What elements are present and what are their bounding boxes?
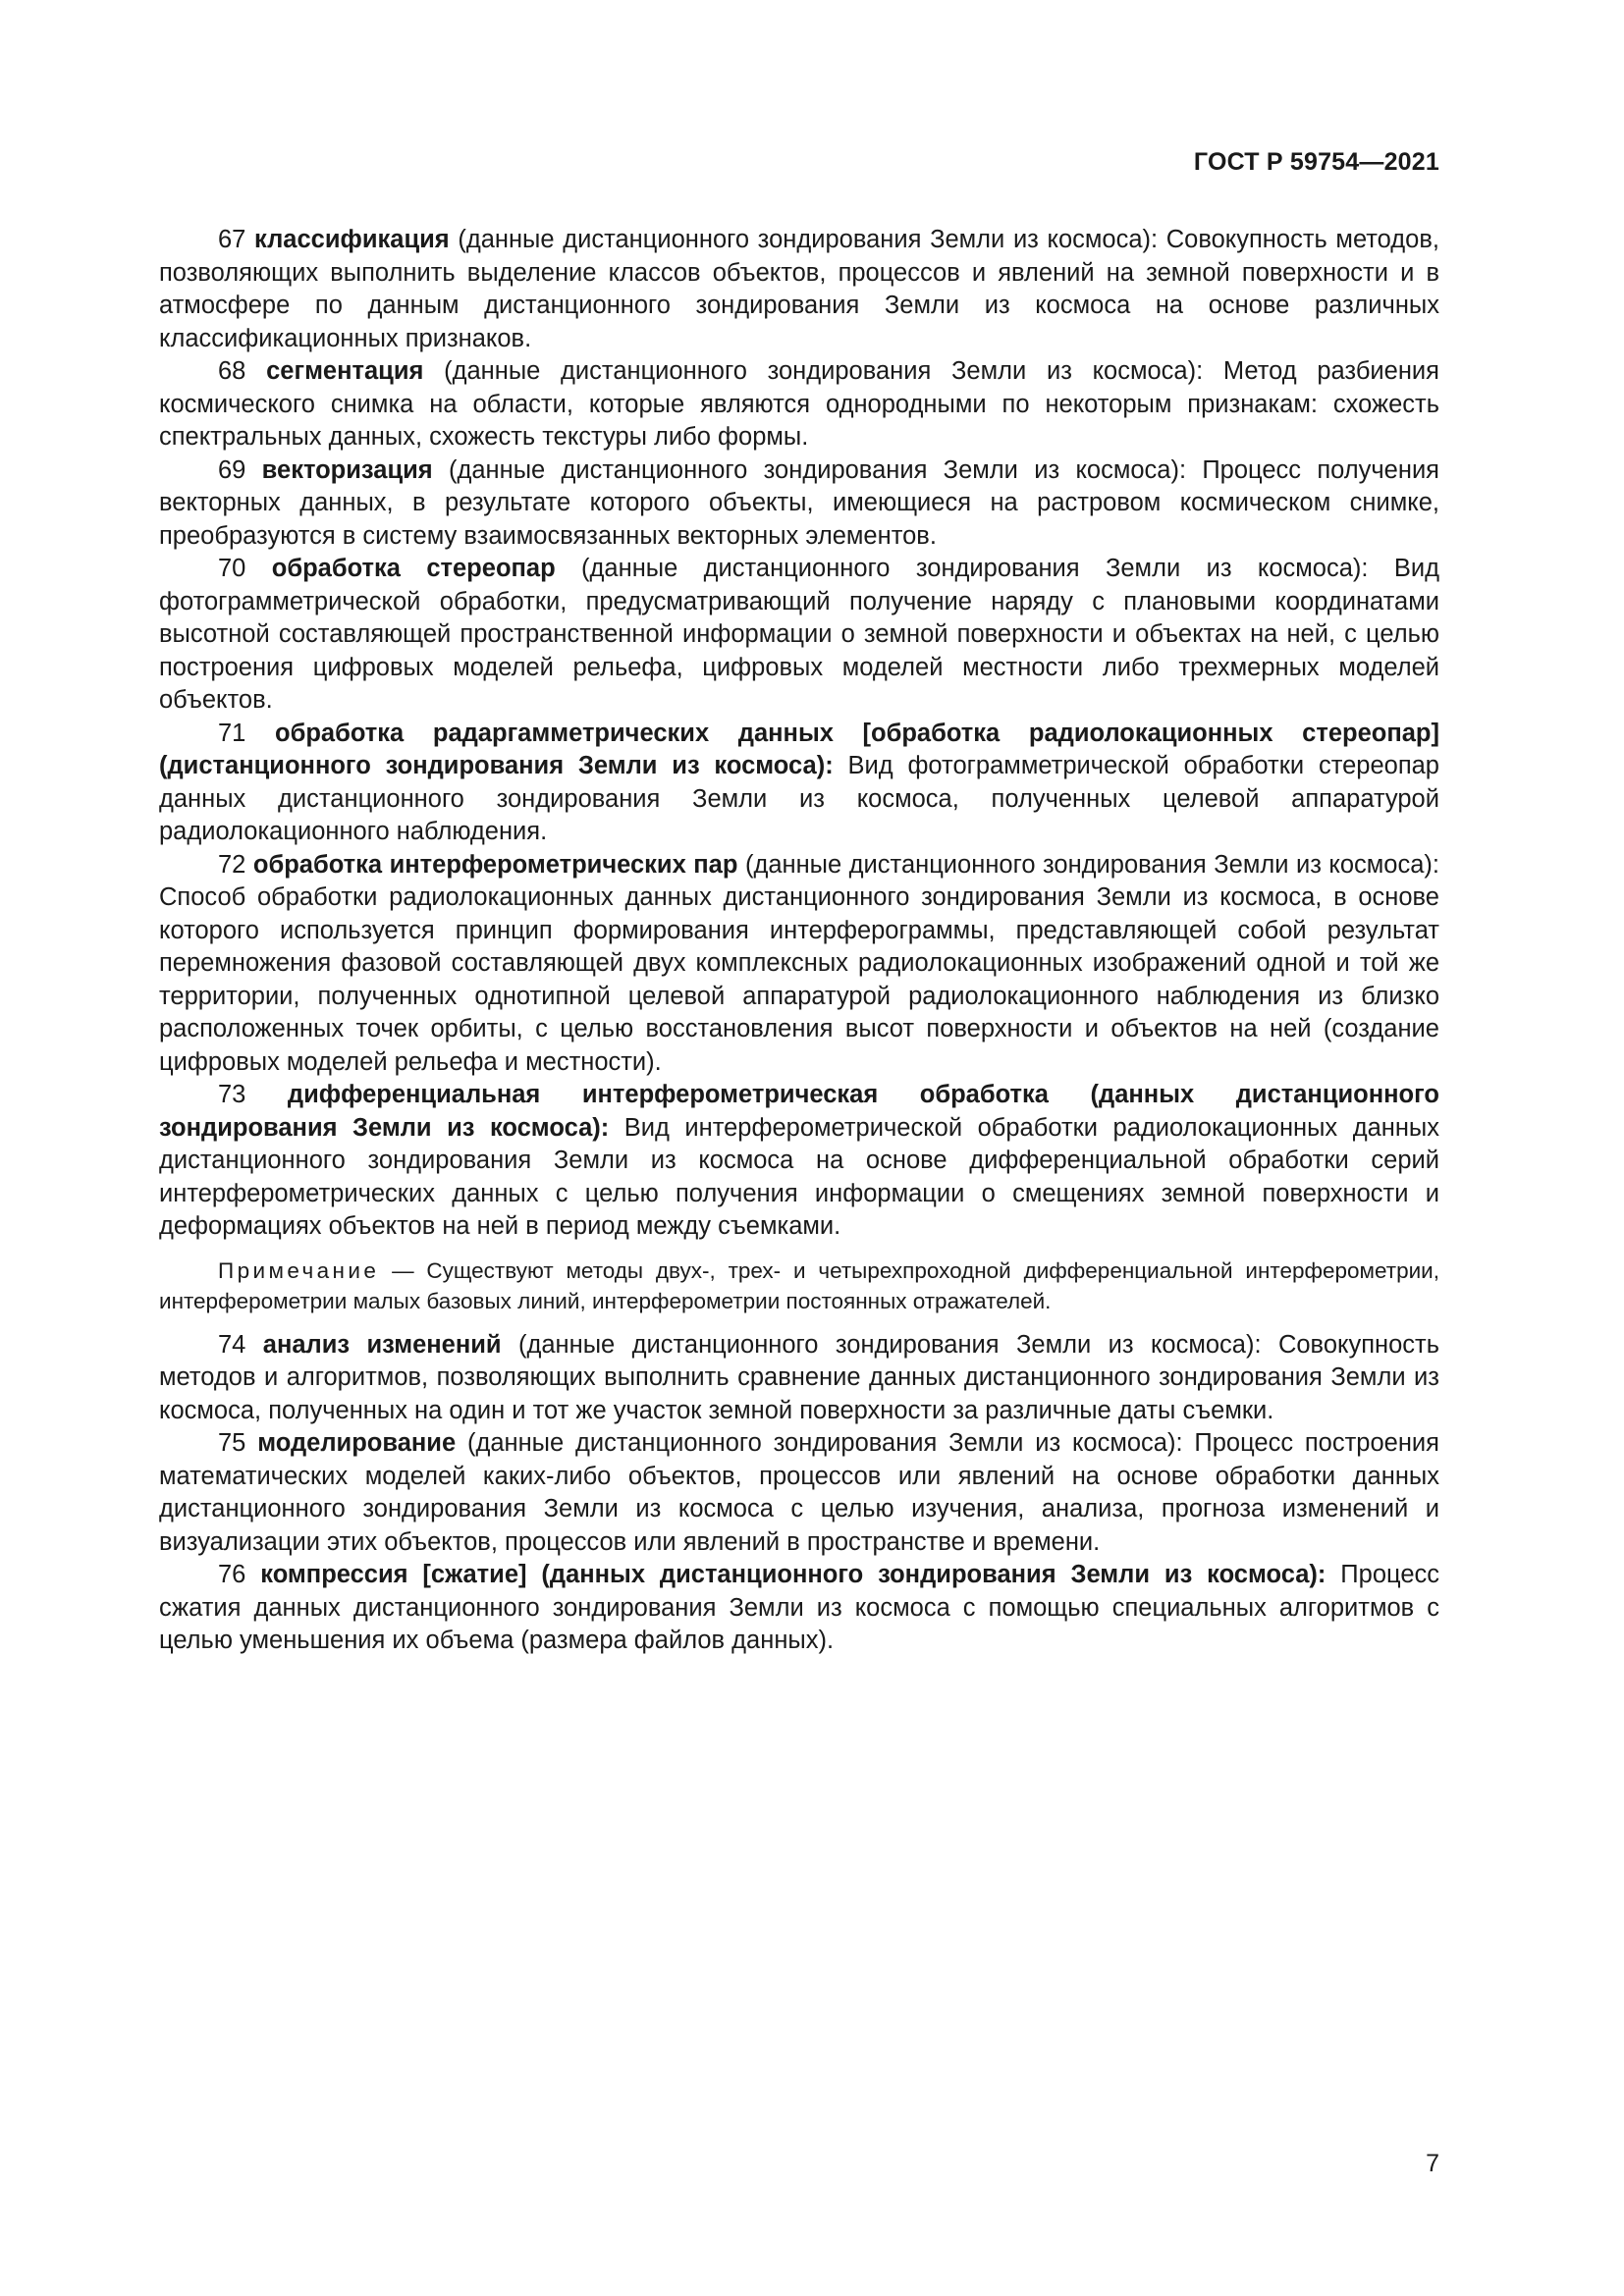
term-title: компрессия [сжатие] (данных дистанционного зондирования Земли из космоса): — [260, 1561, 1326, 1588]
document-code: ГОСТ Р 59754—2021 — [1193, 148, 1439, 176]
term-title: анализ изменений — [262, 1330, 502, 1359]
term-number: 76 — [218, 1561, 246, 1588]
term-title: моделирование — [257, 1429, 457, 1457]
term-title: обработка радаргамметрических данных [обработка радиолокационных стереопар] (дистанционного зондирования Земли из космоса): — [159, 719, 1439, 779]
term-number: 75 — [218, 1429, 246, 1457]
term-number: 73 — [218, 1081, 246, 1108]
term-definition: (данные дистанционного зондирования Земли из космоса): Процесс получения векторных данных, в результате которого объекты, имеющиеся на растровом космическом снимке, преобразуются в систему взаимосвязанных векторных элементов. — [159, 455, 1439, 550]
term-title: сегментация — [266, 357, 424, 385]
term-number: 71 — [218, 719, 246, 747]
term-number: 69 — [218, 455, 246, 484]
term-definition: (данные дистанционного зондирования Земли из космоса): Совокупность методов, позволяющих выполнить выделение классов объектов, процессов и явлений на земной поверхности и в атмосфере по данным дистанционного зондирования Земли из космоса на основе различных классификационных признаков. — [159, 226, 1439, 352]
term-definition: (данные дистанционного зондирования Земли из космоса): Метод разбиения космического снимка на области, которые являются однородными по некоторым признакам: схожесть спектральных данных, схожесть текстуры либо формы. — [159, 357, 1439, 451]
note-text: — Существуют методы двух-, трех- и четырехпроходной дифференциальной интерферометрии, интерферометрии малых базовых линий, интерферометрии постоянных отражателей. — [159, 1257, 1439, 1313]
term-title: обработка стереопар — [271, 555, 556, 582]
term-definition: Вид интерферометрической обработки радиолокационных данных дистанционного зондирования Земли из космоса на основе дифференциальной обработки серий интерферометрических данных с целью получения информации о смещениях земной поверхности и деформациях объектов на ней в период между съемками. — [159, 1113, 1439, 1240]
term-number: 74 — [218, 1330, 246, 1359]
term-title: классификация — [254, 226, 450, 253]
term-number: 67 — [218, 226, 246, 253]
term-entry-75 — [159, 1427, 1439, 1559]
term-definition: Процесс сжатия данных дистанционного зондирования Земли из космоса с помощью специальных алгоритмов с целью уменьшения их объема (размера файлов данных). — [159, 1561, 1439, 1654]
term-entry-73 — [159, 1079, 1439, 1244]
page-number: 7 — [1426, 2150, 1439, 2177]
term-entry-71 — [159, 718, 1439, 849]
term-number: 68 — [218, 357, 246, 385]
term-entry-70 — [159, 553, 1439, 718]
term-number: 72 — [218, 850, 246, 879]
term-definition: Вид фотограмметрической обработки стереопар данных дистанционного зондирования Земли из космоса, полученных целевой аппаратурой радиолокационного наблюдения. — [159, 752, 1439, 845]
term-entry-68 — [159, 355, 1439, 454]
term-entry-72 — [159, 849, 1439, 1080]
term-entry-69 — [159, 454, 1439, 554]
terms-section — [159, 224, 1439, 1658]
term-title: дифференциальная интерферометрическая обработка (данных дистанционного зондирования Земли из космоса): — [159, 1081, 1439, 1142]
term-entry-74 — [159, 1329, 1439, 1428]
note — [159, 1255, 1439, 1316]
term-definition: (данные дистанционного зондирования Земли из космоса): Процесс построения математических моделей каких-либо объектов, процессов или явлений на основе обработки данных дистанционного зондирования Земли из космоса с целью изучения, анализа, прогноза изменений и визуализации этих объектов, процессов или явлений в пространстве и времени. — [159, 1429, 1439, 1556]
term-title: обработка интерферометрических пар — [252, 850, 738, 879]
term-entry-76 — [159, 1559, 1439, 1658]
term-number: 70 — [218, 555, 246, 582]
term-definition: (данные дистанционного зондирования Земли из космоса): Вид фотограмметрической обработки, предусматривающий получение наряду с плановыми координатами высотной составляющей пространственной информации о земной поверхности и объектах на ней, с целью построения цифровых моделей рельефа, цифровых моделей местности либо трехмерных моделей объектов. — [159, 555, 1439, 714]
note-label: Примечание — [218, 1257, 380, 1283]
term-definition: (данные дистанционного зондирования Земли из космоса): Способ обработки радиолокационных данных дистанционного зондирования Земли из космоса, в основе которого используется принцип формирования интерферограммы, представляющей собой результат перемножения фазовой составляющей двух комплексных радиолокационных изображений одной и той же территории, полученных однотипной целевой аппаратурой радиолокационного наблюдения из близко расположенных точек орбиты, с целью восстановления высот поверхности и объектов на ней (создание цифровых моделей рельефа и местности). — [159, 850, 1439, 1076]
term-title: векторизация — [261, 455, 433, 484]
term-definition: (данные дистанционного зондирования Земли из космоса): Совокупность методов и алгоритмов, позволяющих выполнить сравнение данных дистанционного зондирования Земли из космоса, полученных на один и тот же участок земной поверхности за различные даты съемки. — [159, 1330, 1439, 1424]
term-entry-67 — [159, 224, 1439, 355]
